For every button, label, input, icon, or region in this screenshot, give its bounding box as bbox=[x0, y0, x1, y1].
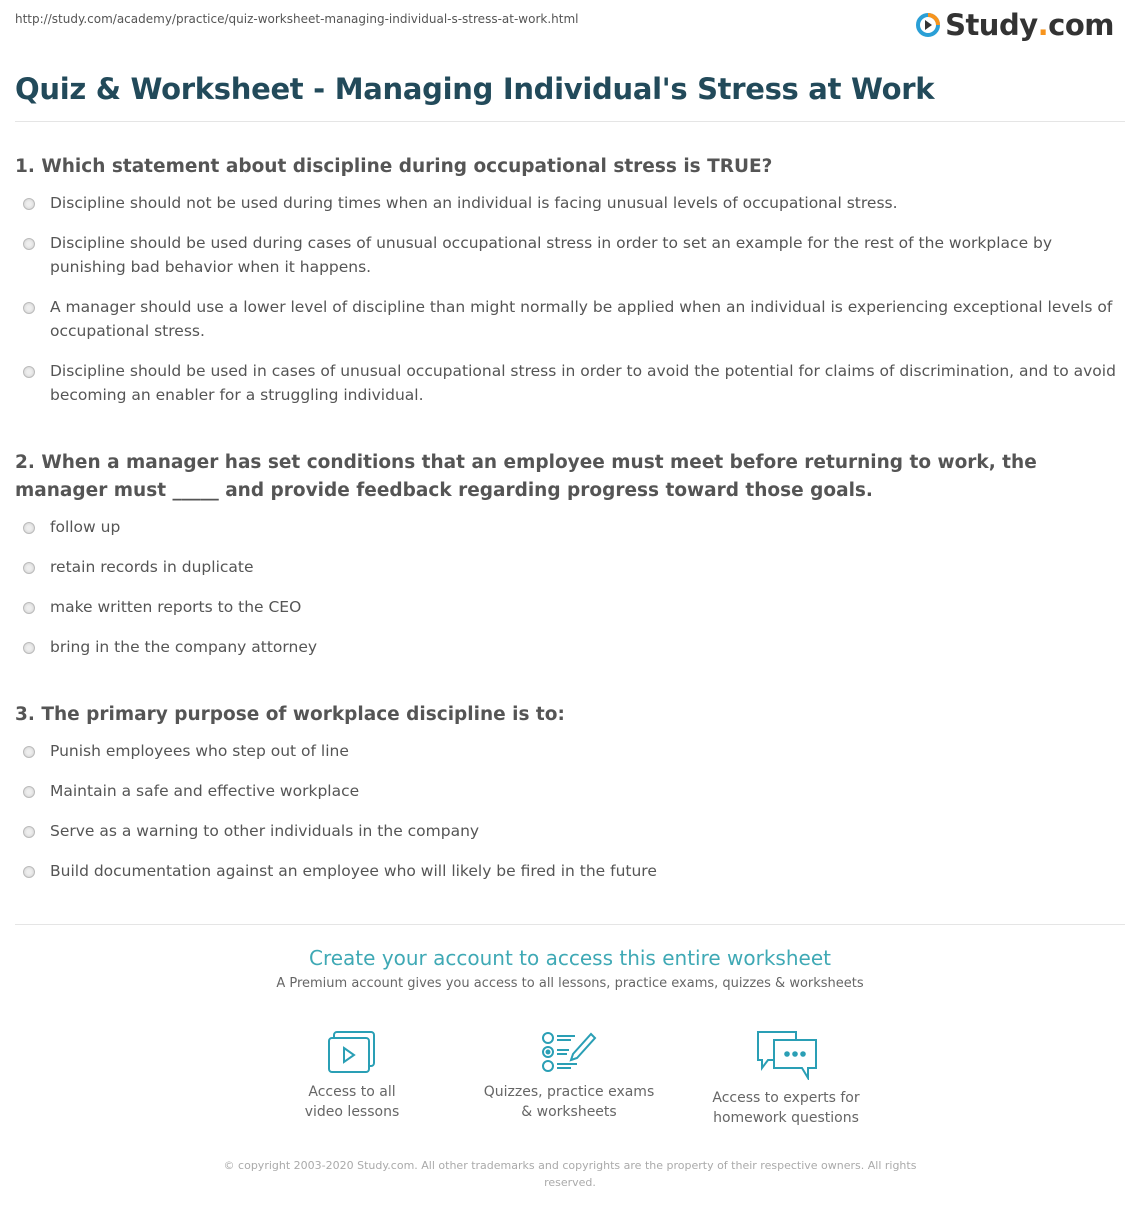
question-3 bbox=[15, 701, 1120, 899]
divider bbox=[15, 924, 1125, 925]
feature-label: Quizzes, practice exams bbox=[483, 1084, 655, 1100]
radio-button[interactable] bbox=[23, 522, 35, 534]
radio-button[interactable] bbox=[23, 826, 35, 838]
answer-option[interactable] bbox=[15, 555, 1120, 579]
answer-option[interactable] bbox=[15, 739, 1120, 763]
radio-button[interactable] bbox=[23, 786, 35, 798]
option-label: retain records in duplicate bbox=[50, 558, 254, 576]
option-label: Build documentation against an employee who will likely be fired in the future bbox=[50, 862, 657, 880]
quiz-checklist-icon bbox=[541, 1030, 597, 1074]
signup-cta bbox=[0, 946, 1140, 991]
create-account-link[interactable]: Create your account to access this entire worksheet bbox=[309, 946, 831, 970]
option-label: A manager should use a lower level of discipline than might normally be applied when an individual is experiencing exceptional levels of occupational stress. bbox=[50, 298, 1113, 340]
answer-option[interactable] bbox=[15, 779, 1120, 803]
radio-button[interactable] bbox=[23, 602, 35, 614]
answer-option[interactable] bbox=[15, 819, 1120, 843]
feature-label: & worksheets bbox=[521, 1104, 617, 1120]
study-logo[interactable] bbox=[915, 8, 1114, 42]
radio-button[interactable] bbox=[23, 746, 35, 758]
logo-dot: . bbox=[1037, 8, 1049, 42]
page-title: Quiz & Worksheet - Managing Individual's Stress at Work bbox=[15, 72, 935, 106]
logo-text: Study bbox=[945, 8, 1038, 42]
question-1 bbox=[15, 153, 1120, 423]
radio-button[interactable] bbox=[23, 562, 35, 574]
answer-option[interactable] bbox=[15, 515, 1120, 539]
answer-option[interactable] bbox=[15, 635, 1120, 659]
radio-button[interactable] bbox=[23, 198, 35, 210]
feature-quizzes bbox=[469, 1030, 669, 1122]
question-text: 3. The primary purpose of workplace discipline is to: bbox=[15, 704, 565, 725]
answer-option[interactable] bbox=[15, 359, 1120, 407]
logo-suffix: com bbox=[1048, 8, 1114, 42]
option-label: Discipline should not be used during times when an individual is facing unusual levels of occupational stress. bbox=[50, 194, 898, 212]
question-text: 1. Which statement about discipline during occupational stress is TRUE? bbox=[15, 156, 773, 177]
feature-video-lessons bbox=[252, 1030, 452, 1122]
answer-option[interactable] bbox=[15, 191, 1120, 215]
option-label: make written reports to the CEO bbox=[50, 598, 302, 616]
feature-label: homework questions bbox=[713, 1110, 859, 1126]
question-2 bbox=[15, 449, 1120, 675]
option-label: Maintain a safe and effective workplace bbox=[50, 782, 360, 800]
feature-label: Access to experts for bbox=[712, 1090, 860, 1106]
answer-option[interactable] bbox=[15, 859, 1120, 883]
option-label: Discipline should be used during cases of unusual occupational stress in order to set an example for the rest of the workplace by punishing bad behavior when it happens. bbox=[50, 234, 1053, 276]
answer-option[interactable] bbox=[15, 595, 1120, 619]
option-label: Serve as a warning to other individuals in the company bbox=[50, 822, 480, 840]
option-label: bring in the the company attorney bbox=[50, 638, 318, 656]
page-url: http://study.com/academy/practice/quiz-worksheet-managing-individual-s-stress-at-work.html bbox=[15, 12, 579, 26]
feature-label: Access to all bbox=[308, 1084, 396, 1100]
answer-option[interactable] bbox=[15, 295, 1120, 343]
option-label: Punish employees who step out of line bbox=[50, 742, 349, 760]
copyright-footer: © copyright 2003-2020 Study.com. All other trademarks and copyrights are the property of their respective owners. All rights reserved. bbox=[223, 1159, 917, 1189]
option-label: Discipline should be used in cases of unusual occupational stress in order to avoid the potential for claims of discrimination, and to avoid becoming an enabler for a struggling individual. bbox=[50, 362, 1116, 404]
play-logo-icon bbox=[915, 12, 941, 38]
question-text: 2. When a manager has set conditions that an employee must meet before returning to work, the manager must _____ and provide feedback regarding progress toward those goals. bbox=[15, 452, 1037, 501]
divider bbox=[15, 121, 1125, 122]
option-label: follow up bbox=[50, 518, 121, 536]
answer-option[interactable] bbox=[15, 231, 1120, 279]
feature-experts bbox=[686, 1030, 886, 1128]
radio-button[interactable] bbox=[23, 642, 35, 654]
radio-button[interactable] bbox=[23, 238, 35, 250]
radio-button[interactable] bbox=[23, 866, 35, 878]
radio-button[interactable] bbox=[23, 366, 35, 378]
cta-subtitle: A Premium account gives you access to all lessons, practice exams, quizzes & worksheets bbox=[276, 976, 864, 991]
radio-button[interactable] bbox=[23, 302, 35, 314]
chat-bubbles-icon bbox=[754, 1030, 818, 1080]
feature-label: video lessons bbox=[304, 1104, 400, 1120]
video-icon bbox=[326, 1030, 378, 1074]
